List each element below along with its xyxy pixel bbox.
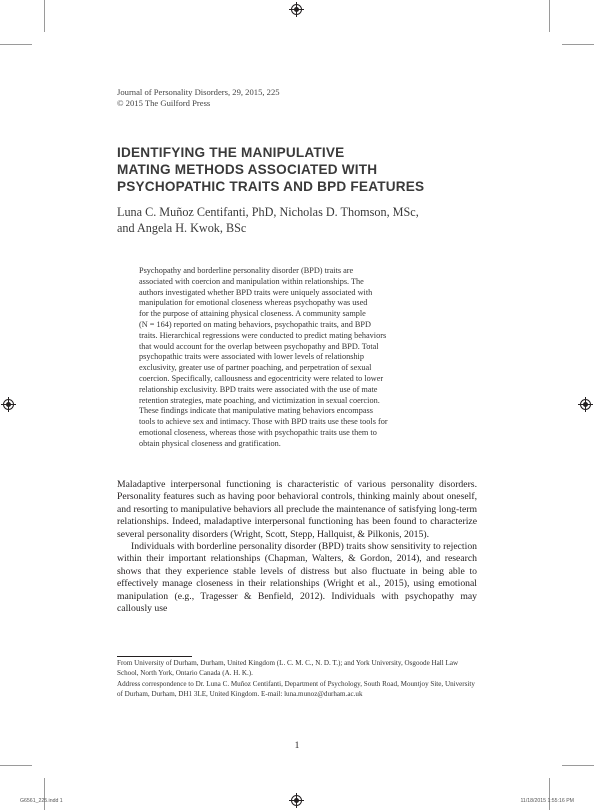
- abstract-line: for the purpose of attaining physical closeness. A community sample: [139, 309, 366, 319]
- title-line: PSYCHOPATHIC TRAITS AND BPD FEATURES: [117, 179, 425, 194]
- registration-mark-icon: [291, 4, 302, 15]
- registration-mark-icon: [291, 795, 302, 806]
- author-line: and Angela H. Kwok, BSc: [117, 221, 247, 235]
- abstract-line: that would account for the overlap between psychopathy and BPD. Total: [139, 341, 379, 351]
- abstract-line: traits. Hierarchical regressions were conducted to predict mating behaviors: [139, 330, 387, 340]
- abstract-line: (N = 164) reported on mating behaviors, psychopathic traits, and BPD: [139, 319, 371, 329]
- crop-mark: [0, 44, 32, 45]
- crop-mark: [562, 44, 594, 45]
- abstract-line: tools to achieve sex and intimacy. Those with BPD traits use these tools for: [139, 417, 388, 427]
- correspondence-note: Address correspondence to Dr. Luna C. Muñoz Centifanti, Department of Psychology, South Road, Mountjoy Site, University of Durham, Durham, DH1 3LE, United Kingdom. E-mail: luna.munoz@durham.ac.uk: [117, 680, 475, 698]
- journal-citation: Journal of Personality Disorders, 29, 2015, 225: [117, 87, 280, 97]
- journal-header: [117, 87, 280, 109]
- registration-mark-icon: [580, 399, 591, 410]
- abstract-line: retention strategies, mate poaching, and victimization in sexual coercion.: [139, 395, 380, 405]
- abstract-line: These findings indicate that manipulative mating behaviors encompass: [139, 406, 373, 416]
- abstract-line: manipulation for emotional closeness whereas psychopathy was used: [139, 298, 368, 308]
- abstract: [139, 266, 459, 450]
- title-line: MATING METHODS ASSOCIATED WITH: [117, 162, 378, 177]
- abstract-line: exclusivity, greater use of partner poaching, and perpetration of sexual: [139, 363, 372, 373]
- abstract-line: coercion. Specifically, callousness and egocentricity were related to lower: [139, 373, 384, 383]
- abstract-line: psychopathic traits were associated with lower levels of relationship: [139, 352, 364, 362]
- author-line: Luna C. Muñoz Centifanti, PhD, Nicholas D. Thomson, MSc,: [117, 205, 419, 219]
- footnote-rule: [117, 656, 192, 657]
- article-title: [117, 144, 497, 195]
- body-text: [117, 479, 477, 615]
- crop-mark: [44, 778, 45, 810]
- abstract-line: obtain physical closeness and gratification.: [139, 438, 281, 448]
- abstract-line: relationship exclusivity. BPD traits were associated with the use of mate: [139, 384, 378, 394]
- title-line: IDENTIFYING THE MANIPULATIVE: [117, 145, 345, 160]
- footnotes: [117, 659, 477, 701]
- page-number: 1: [294, 741, 300, 751]
- crop-mark: [549, 0, 550, 32]
- crop-mark: [549, 778, 550, 810]
- body-paragraph: Maladaptive interpersonal functioning is characteristic of various personality disorders. Personality features such as having poor behavioral controls, thinking mainly about oneself, and resorting to manipulative behaviors all preclude the maintenance of satisfying long-term relationships. Indeed, maladaptive interpersonal functioning has been found to characterize several personality disorders (Wright, Scott, Stepp, Hallquist, & Pilkonis, 2015).: [117, 479, 477, 540]
- author-list: [117, 204, 477, 236]
- crop-mark: [562, 765, 594, 766]
- abstract-line: Psychopathy and borderline personality disorder (BPD) traits are: [139, 266, 354, 275]
- abstract-line: emotional closeness, whereas those with psychopathic traits use them to: [139, 427, 377, 437]
- journal-copyright: © 2015 The Guilford Press: [117, 98, 211, 108]
- affiliation-note: From University of Durham, Durham, United Kingdom (L. C. M. C., N. D. T.); and York University, Osgoode Hall Law School, North York, Ontario Canada (A. H. K.).: [117, 659, 459, 677]
- crop-mark: [44, 0, 45, 32]
- slug-file-name: G6561_225.indd 1: [20, 798, 63, 804]
- slug-timestamp: 11/18/2015 1:55:16 PM: [520, 798, 574, 804]
- registration-mark-icon: [3, 399, 14, 410]
- crop-mark: [0, 765, 32, 766]
- abstract-line: authors investigated whether BPD traits were uniquely associated with: [139, 287, 373, 297]
- abstract-line: associated with coercion and manipulation within relationships. The: [139, 276, 364, 286]
- body-paragraph: Individuals with borderline personality disorder (BPD) traits show sensitivity to rejection within their important relationships (Chapman, Walters, & Gordon, 2014), and research shows that they experience stable levels of distress but also fluctuate in being able to effectively manage closeness in their relationships (Wright et al., 2015), using emotional manipulation (e.g., Tragesser & Benfield, 2012). Individuals with psychopathy may callously use: [117, 541, 478, 615]
